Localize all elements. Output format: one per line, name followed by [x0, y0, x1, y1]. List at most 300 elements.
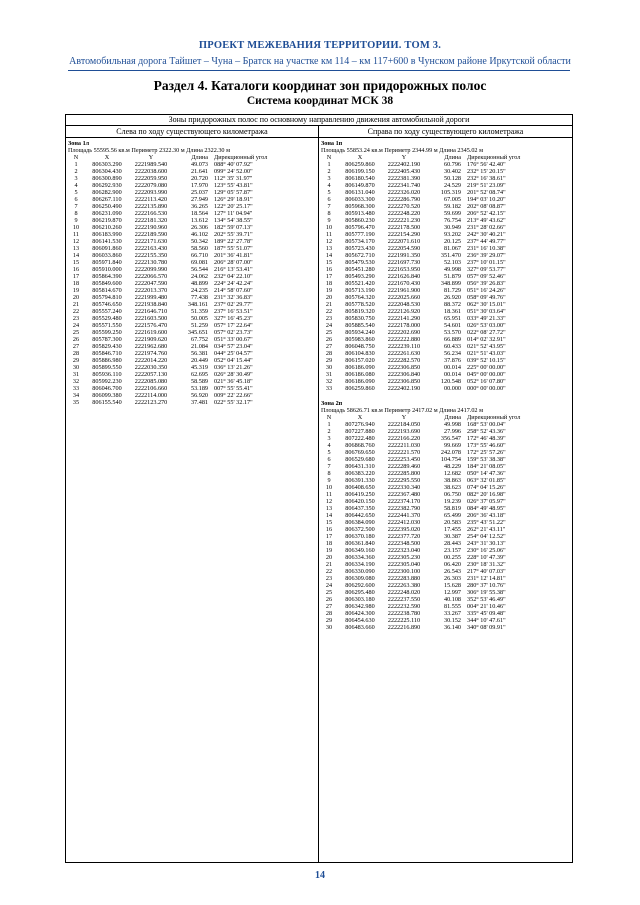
table-cell: 2222054.590	[387, 245, 421, 252]
table-cell: 231° 28' 02.66"	[467, 224, 506, 231]
table-cell: 173° 55' 46.60"	[467, 442, 506, 449]
table-cell: 4	[74, 182, 78, 189]
table-cell: 21	[325, 561, 333, 568]
table-cell: 2222166.530	[134, 210, 168, 217]
table-cell: 2222382.790	[387, 505, 421, 512]
table-cell: 1	[74, 161, 78, 168]
table-cell: 00.014	[443, 364, 461, 371]
table-cell: 806141.530	[92, 238, 122, 245]
table-row	[319, 231, 572, 238]
table-cell: 16	[72, 266, 80, 273]
table-cell: 237° 44' 49.77"	[467, 238, 506, 245]
table-cell: 806384.090	[345, 519, 375, 526]
table-cell: 2221909.620	[134, 336, 168, 343]
table-cell: 242.078	[440, 449, 461, 456]
table-cell: 258° 52' 43.36"	[467, 428, 506, 435]
table-cell: 168° 53' 00.04"	[467, 421, 506, 428]
table-cell: 805936.110	[92, 371, 122, 378]
table-cell: 806442.650	[345, 512, 375, 519]
table-cell: 231° 12' 14.81"	[467, 575, 506, 582]
table-row	[66, 189, 318, 196]
table-cell: 2222166.220	[387, 435, 421, 442]
table-cell: 805764.320	[345, 294, 375, 301]
table-cell: 81.729	[443, 287, 461, 294]
table-cell: 2221697.730	[387, 259, 421, 266]
table-cell: 34	[72, 392, 80, 399]
table-cell: 14	[325, 252, 333, 259]
table-cell: 45.319	[190, 364, 208, 371]
page-number: 14	[315, 870, 325, 881]
table-cell: 40.108	[443, 596, 461, 603]
table-cell: 806180.540	[345, 175, 375, 182]
table-cell: 2222048.530	[387, 301, 421, 308]
table-row	[66, 343, 318, 350]
table-cell: 123° 55' 43.81"	[214, 182, 253, 189]
table-cell: 806383.220	[345, 470, 375, 477]
zone-column-headers	[319, 154, 572, 161]
table-cell: 206° 28' 07.00"	[214, 259, 253, 266]
table-cell: 021° 52' 43.95"	[467, 343, 506, 350]
table-cell: 2222154.290	[387, 231, 421, 238]
table-cell: 16	[325, 526, 333, 533]
table-row	[66, 308, 318, 315]
table-cell: 805723.430	[345, 245, 375, 252]
table-cell: 807276.940	[345, 421, 375, 428]
table-row	[319, 582, 572, 589]
table-cell: 19	[72, 287, 80, 294]
table-cell: 806250.490	[92, 203, 122, 210]
table-cell: 27	[325, 343, 333, 350]
table-row	[66, 329, 318, 336]
table-cell: 187° 55' 51.07"	[214, 245, 253, 252]
table-cell: 806529.680	[345, 456, 375, 463]
table-cell: 2222367.480	[387, 491, 421, 498]
table-cell: 806046.700	[92, 385, 122, 392]
table-cell: 034° 57' 23.04"	[214, 343, 253, 350]
table-row	[66, 392, 318, 399]
table-cell: 232° 04' 22.10"	[214, 273, 253, 280]
table-cell: 2222123.270	[134, 399, 168, 406]
table-cell: 12	[72, 238, 80, 245]
table-cell: 15	[72, 259, 80, 266]
table-cell: 51.879	[443, 273, 461, 280]
table-cell: 202° 08' 08.87"	[467, 203, 506, 210]
table-cell: 18	[325, 540, 333, 547]
table-cell: 60.433	[443, 343, 461, 350]
table-cell: 17.970	[190, 182, 208, 189]
table-cell: 058° 09' 49.76"	[467, 294, 506, 301]
table-cell: 58.589	[190, 378, 208, 385]
table-cell: 23.157	[443, 547, 461, 554]
table-cell: 057° 02' 23.73"	[214, 329, 253, 336]
table-cell: 4	[327, 442, 331, 449]
table-row	[319, 435, 572, 442]
table-cell: 21	[72, 301, 80, 308]
table-row	[66, 252, 318, 259]
table-cell: 2222326.020	[387, 189, 421, 196]
table-cell: 807222.480	[345, 435, 375, 442]
table-cell: 2222085.080	[134, 378, 168, 385]
table-cell: 33.267	[443, 610, 461, 617]
table-cell: 082° 20' 16.98"	[467, 491, 506, 498]
table-cell: 30.402	[443, 168, 461, 175]
table-cell: 9	[74, 217, 78, 224]
table-cell: 46.102	[190, 231, 208, 238]
table-cell: 806104.830	[345, 350, 375, 357]
table-cell: 24.235	[190, 287, 208, 294]
table-row	[66, 364, 318, 371]
table-cell: 2222402.190	[387, 161, 421, 168]
table-cell: 6	[74, 196, 78, 203]
table-cell: 22	[325, 308, 333, 315]
table-cell: 20.125	[443, 238, 461, 245]
table-cell: 2222395.020	[387, 526, 421, 533]
table-cell: 213° 49' 43.62"	[467, 217, 506, 224]
table-cell: 32	[72, 378, 80, 385]
table-cell: 13.612	[190, 217, 208, 224]
table-cell: 67.005	[443, 196, 461, 203]
table-cell: 216° 13' 53.41"	[214, 266, 253, 273]
table-cell: 50.005	[190, 315, 208, 322]
table-cell: 00.255	[443, 554, 461, 561]
table-cell: 20.583	[443, 519, 461, 526]
table-cell: 76.754	[443, 217, 461, 224]
table-cell: 2222130.780	[134, 259, 168, 266]
table-row	[319, 484, 572, 491]
table-cell: 14	[72, 252, 80, 259]
table-cell: 6	[327, 456, 331, 463]
table-cell: 15	[325, 519, 333, 526]
table-cell: 1	[327, 161, 331, 168]
table-cell: 2222286.790	[387, 196, 421, 203]
table-row	[319, 329, 572, 336]
table-row	[319, 371, 572, 378]
table-row	[319, 505, 572, 512]
table-cell: 045° 00' 00.00"	[467, 371, 506, 378]
table-cell: 122° 20' 25.17"	[214, 203, 253, 210]
table-row	[319, 273, 572, 280]
table-cell: 37.876	[443, 357, 461, 364]
table-cell: 2222181.320	[134, 217, 168, 224]
table-cell: 62.695	[190, 371, 208, 378]
column-header: N	[73, 154, 79, 161]
table-cell: 806259.860	[345, 385, 375, 392]
table-cell: 2222189.590	[134, 231, 168, 238]
table-cell: 014° 02' 32.91"	[467, 336, 506, 343]
table-cell: 805860.230	[345, 217, 375, 224]
table-cell: 10	[325, 224, 333, 231]
table-cell: 26.920	[443, 294, 461, 301]
table-row	[66, 266, 318, 273]
table-cell: 20	[325, 554, 333, 561]
table-cell: 805493.290	[345, 273, 375, 280]
table-row	[66, 357, 318, 364]
table-cell: 805796.470	[345, 224, 375, 231]
table-cell: 30.387	[443, 533, 461, 540]
table-cell: 806149.870	[345, 182, 375, 189]
table-row	[319, 568, 572, 575]
table-cell: 2221646.710	[134, 308, 168, 315]
table-cell: 051° 16' 24.26"	[467, 287, 506, 294]
table-cell: 805829.430	[92, 343, 122, 350]
table-cell: 32	[325, 378, 333, 385]
table-row	[319, 540, 572, 547]
table-cell: 232° 16' 38.61"	[467, 175, 506, 182]
table-cell: 22	[325, 568, 333, 575]
table-cell: 25.037	[190, 189, 208, 196]
table-cell: 805777.190	[345, 231, 375, 238]
table-cell: 805814.670	[92, 287, 122, 294]
table-cell: 2221670.430	[387, 280, 421, 287]
table-row	[319, 561, 572, 568]
table-cell: 2221603.500	[134, 315, 168, 322]
table-cell: 806309.080	[345, 575, 375, 582]
table-cell: 27.996	[443, 428, 461, 435]
table-cell: 2222114.000	[134, 392, 168, 399]
table-row	[66, 371, 318, 378]
table-row	[319, 554, 572, 561]
zone-name: Зона 1л	[68, 140, 90, 147]
table-row	[319, 301, 572, 308]
column-header: X	[357, 414, 363, 421]
table-row	[319, 196, 572, 203]
zone-summary: Площадь 55595.56 кв.м Периметр 2322.30 м Длина 2322.30 м	[68, 147, 230, 154]
table-cell: 56.544	[190, 266, 208, 273]
table-cell: 052° 04' 15.44"	[214, 357, 253, 364]
table-cell: 51.359	[190, 308, 208, 315]
table-cell: 2222306.850	[387, 378, 421, 385]
table-cell: 2222289.460	[387, 463, 421, 470]
table-cell: 044° 25' 04.57"	[214, 350, 253, 357]
table-cell: 2222283.880	[387, 575, 421, 582]
table-cell: 56.920	[190, 392, 208, 399]
table-cell: 159° 53' 38.38"	[467, 456, 506, 463]
table-cell: 806334.360	[345, 554, 375, 561]
table-row	[66, 203, 318, 210]
table-cell: 18	[72, 280, 80, 287]
table-row	[319, 287, 572, 294]
table-cell: 8	[327, 210, 331, 217]
table-cell: 806303.290	[92, 161, 122, 168]
table-cell: 184° 21' 08.05"	[467, 463, 506, 470]
table-cell: 228° 10' 47.39"	[467, 554, 506, 561]
table-cell: 18.564	[190, 210, 208, 217]
table-cell: 2222253.450	[387, 456, 421, 463]
table-cell: 29	[72, 357, 80, 364]
table-cell: 10	[325, 484, 333, 491]
table-cell: 2222014.220	[134, 357, 168, 364]
table-cell: 28	[325, 350, 333, 357]
table-cell: 2222222.880	[387, 336, 421, 343]
table-row	[66, 385, 318, 392]
table-cell: 17	[325, 273, 333, 280]
table-cell: 2222330.340	[387, 484, 421, 491]
table-cell: 2222184.050	[387, 421, 421, 428]
table-cell: 2222248.020	[387, 589, 421, 596]
zone-summary: Площадь 55853.24 кв.м Периметр 2344.99 м Длина 2345.02 м	[321, 147, 483, 154]
table-cell: 2222221.570	[387, 449, 421, 456]
table-cell: 2222239.110	[387, 343, 421, 350]
table-cell: 59.182	[443, 203, 461, 210]
table-row	[319, 266, 572, 273]
table-cell: 805787.300	[92, 336, 122, 343]
table-cell: 806267.110	[92, 196, 122, 203]
table-cell: 37.481	[190, 399, 208, 406]
table-cell: 00.014	[443, 371, 461, 378]
table-cell: 19	[325, 547, 333, 554]
table-cell: 31	[325, 371, 333, 378]
table-cell: 2222155.350	[134, 252, 168, 259]
table-row	[319, 603, 572, 610]
table-cell: 18.361	[443, 308, 461, 315]
table-cell: 25	[325, 589, 333, 596]
zone-column-headers	[319, 414, 572, 421]
table-cell: 806292.600	[345, 582, 375, 589]
table-cell: 2222135.890	[134, 203, 168, 210]
table-row	[319, 575, 572, 582]
table-cell: 063° 32' 01.85"	[467, 477, 506, 484]
table-cell: 2222238.780	[387, 610, 421, 617]
table-cell: 176° 56' 42.40"	[467, 161, 506, 168]
table-cell: 806408.650	[345, 484, 375, 491]
table-cell: 806868.760	[345, 442, 375, 449]
table-cell: 2222202.690	[387, 329, 421, 336]
table-row	[66, 399, 318, 406]
table-cell: 30	[325, 364, 333, 371]
table-cell: 2222059.950	[134, 175, 168, 182]
table-cell: 062° 30' 15.01"	[467, 301, 506, 308]
table-cell: 56.234	[443, 350, 461, 357]
table-cell: 77.438	[190, 294, 208, 301]
table-row	[319, 498, 572, 505]
table-cell: 340° 08' 09.91"	[467, 624, 506, 631]
table-row	[319, 245, 572, 252]
table-row	[66, 245, 318, 252]
column-header: Y	[401, 414, 407, 421]
table-cell: 2222193.690	[387, 428, 421, 435]
table-row	[319, 350, 572, 357]
table-cell: 2222306.850	[387, 364, 421, 371]
table-row	[66, 287, 318, 294]
table-cell: 20	[72, 294, 80, 301]
table-cell: 348.899	[440, 280, 461, 287]
table-row	[319, 217, 572, 224]
table-cell: 23	[325, 575, 333, 582]
table-cell: 057° 09' 52.46"	[467, 273, 506, 280]
table-cell: 806210.260	[92, 224, 122, 231]
table-row	[66, 238, 318, 245]
table-row	[319, 203, 572, 210]
running-header-title: ПРОЕКТ МЕЖЕВАНИЯ ТЕРРИТОРИИ. ТОМ 3.	[198, 40, 442, 51]
table-cell: 00.000	[443, 385, 461, 392]
table-cell: 36.140	[443, 624, 461, 631]
table-cell: 806199.150	[345, 168, 375, 175]
table-row	[66, 168, 318, 175]
table-cell: 26	[325, 596, 333, 603]
table-cell: 805557.240	[92, 308, 122, 315]
table-row	[319, 280, 572, 287]
table-cell: 2221991.350	[387, 252, 421, 259]
table-cell: 2222341.740	[387, 182, 421, 189]
table-cell: 16	[325, 266, 333, 273]
table-cell: 021° 36' 45.18"	[214, 378, 253, 385]
table-cell: 24	[325, 322, 333, 329]
table-cell: 28.443	[443, 540, 461, 547]
table-row	[319, 624, 572, 631]
table-cell: 022° 55' 32.17"	[214, 399, 253, 406]
table-cell: 53.189	[190, 385, 208, 392]
table-cell: 48.899	[190, 280, 208, 287]
table-row	[319, 617, 572, 624]
table-cell: 344° 10' 47.61"	[467, 617, 506, 624]
table-cell: 2222402.190	[387, 385, 421, 392]
table-header: Зоны придорожных полос по основному направлению движения автомобильной дороги	[66, 115, 572, 126]
table-row	[66, 294, 318, 301]
table-cell: 30.152	[443, 617, 461, 624]
table-row	[66, 301, 318, 308]
table-cell: 8	[327, 470, 331, 477]
table-cell: 805451.280	[345, 266, 375, 273]
table-cell: 2222093.990	[134, 189, 168, 196]
table-row	[66, 350, 318, 357]
table-cell: 2	[327, 168, 331, 175]
table-cell: 806295.480	[345, 589, 375, 596]
table-cell: 172° 25' 57.26"	[467, 449, 506, 456]
table-cell: 805899.550	[92, 364, 122, 371]
table-cell: 805992.230	[92, 378, 122, 385]
table-cell: 17	[325, 533, 333, 540]
table-cell: 31	[72, 371, 80, 378]
table-cell: 806099.380	[92, 392, 122, 399]
table-cell: 182° 59' 07.13"	[214, 224, 253, 231]
table-row	[66, 273, 318, 280]
table-cell: 806091.860	[92, 245, 122, 252]
table-cell: 2222221.230	[387, 217, 421, 224]
table-row	[66, 175, 318, 182]
table-cell: 11	[326, 491, 332, 498]
table-cell: 806155.540	[92, 399, 122, 406]
table-cell: 2221619.600	[134, 329, 168, 336]
table-cell: 2222412.030	[387, 519, 421, 526]
table-cell: 237° 02' 29.77"	[214, 301, 253, 308]
table-row	[319, 456, 572, 463]
table-cell: 026° 28' 30.49"	[214, 371, 253, 378]
table-cell: 2222261.630	[387, 350, 421, 357]
table-row	[66, 322, 318, 329]
table-cell: 2	[327, 428, 331, 435]
table-cell: 17.455	[443, 526, 461, 533]
table-row	[66, 315, 318, 322]
table-cell: 806330.090	[345, 568, 375, 575]
zone-block	[319, 400, 572, 631]
table-cell: 806342.980	[345, 603, 375, 610]
table-row	[319, 547, 572, 554]
table-cell: 806769.650	[345, 449, 375, 456]
table-row	[319, 428, 572, 435]
table-row	[319, 610, 572, 617]
table-cell: 22	[72, 308, 80, 315]
table-cell: 81.067	[443, 245, 461, 252]
table-row	[66, 280, 318, 287]
table-cell: 2222141.290	[387, 315, 421, 322]
table-cell: 352° 53' 46.49"	[467, 596, 506, 603]
table-cell: 2222190.960	[134, 224, 168, 231]
table-cell: 026° 37' 05.97"	[467, 498, 506, 505]
table-cell: 237° 10' 01.15"	[467, 259, 506, 266]
table-cell: 806033.300	[345, 196, 375, 203]
table-cell: 348.161	[187, 301, 208, 308]
table-cell: 29	[325, 617, 333, 624]
